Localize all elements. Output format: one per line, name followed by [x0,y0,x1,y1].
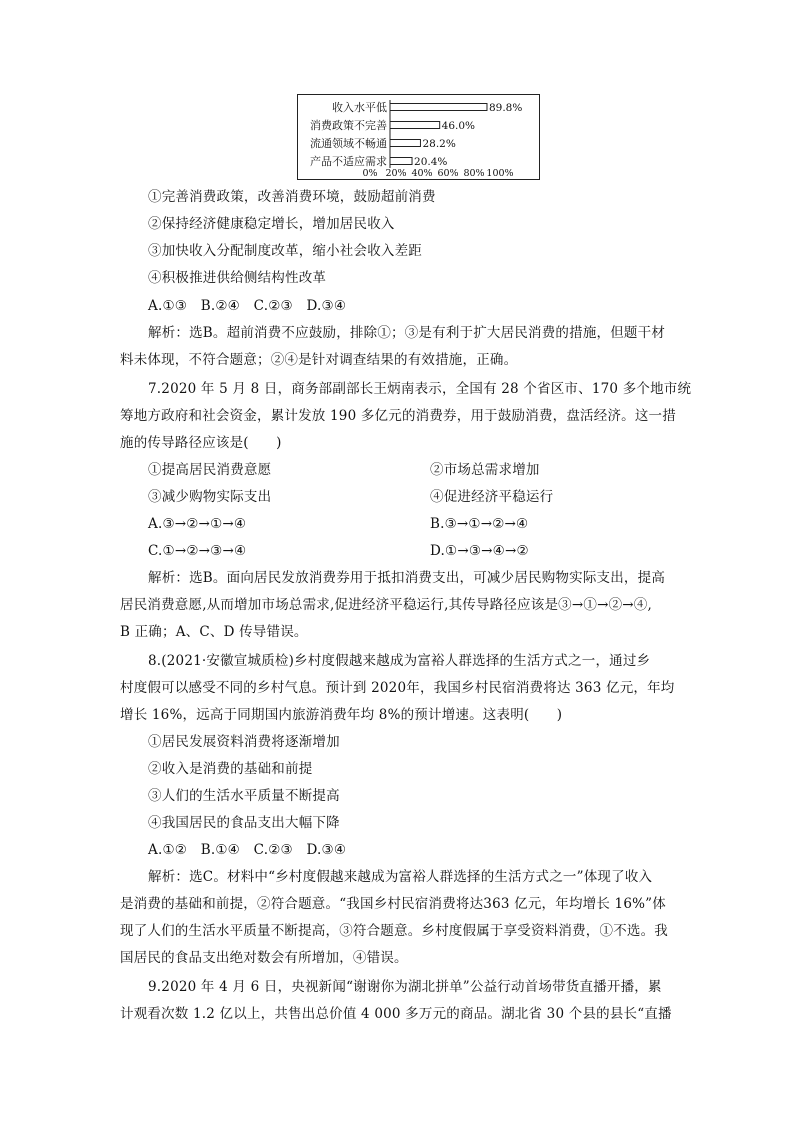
survey-bar-chart [297,94,540,180]
q7-item-3: ③减少购物实际支出 [148,489,272,505]
q9-stem-line-1: 9.2020 年 4 月 6 日，央视新闻“谢谢你为湖北拼单”公益行动首场带货直播开播，累 [148,979,662,995]
q7-analysis-line-2: 居民消费意愿,从而增加市场总需求,促进经济平稳运行,其传导路径应该是③→①→②→④, [120,597,652,613]
chart-value-label: 28.2% [422,138,456,150]
q7-choice-d: D.①→③→④→② [430,543,529,559]
q7-analysis-line-3: B 正确；A、C、D 传导错误。 [120,624,308,640]
chart-value-label: 20.4% [414,156,448,168]
chart-x-tick-label: 80% [463,168,485,179]
q8-analysis-line-2: 是消费的基础和前提，②符合题意。“我国乡村民宿消费将达363 亿元，年均增长 16%”体 [120,896,666,912]
chart-bar [390,104,487,111]
q6-option-1: ①完善消费政策，改善消费环境，鼓励超前消费 [148,189,436,205]
chart-x-tick-label: 20% [385,168,407,179]
q6-option-2: ②保持经济健康稳定增长，增加居民收入 [148,216,395,232]
q7-item-4: ④促进经济平稳运行 [430,489,554,505]
chart-x-tick-label: 100% [486,168,514,179]
q6-option-4: ④积极推进供给侧结构性改革 [148,270,327,286]
q8-choices: A.①② B.①④ C.②③ D.③④ [148,842,347,858]
q6-option-3: ③加快收入分配制度改革，缩小社会收入差距 [148,243,422,259]
q8-analysis-line-3: 现了人们的生活水平质量不断提高，③符合题意。乡村度假属于享受资料消费，①不选。我 [120,923,668,939]
chart-canvas [298,95,539,179]
q8-option-1: ①居民发展资料消费将逐渐增加 [148,734,340,750]
q7-stem-line-2: 筹地方政府和社会资金，累计发放 190 多亿元的消费券，用于鼓励消费，盘活经济。这一措 [120,408,676,424]
q8-option-4: ④我国居民的食品支出大幅下降 [148,815,340,831]
chart-x-tick-label: 60% [437,168,459,179]
q6-analysis-line-1: 解析：选B。超前消费不应鼓励，排除①；③是有利于扩大居民消费的措施，但题干材 [148,325,666,341]
q6-choices: A.①③ B.②④ C.②③ D.③④ [148,298,347,314]
chart-category-label: 流通领域不畅通 [310,137,387,150]
chart-bar [390,158,412,165]
chart-bar [390,122,440,129]
chart-category-label: 消费政策不完善 [310,119,387,132]
chart-value-label: 89.8% [488,102,523,114]
q8-analysis-line-1: 解析：选C。材料中“乡村度假越来越成为富裕人群选择的生活方式之一”体现了收入 [148,869,653,885]
q7-choice-c: C.①→②→③→④ [148,543,247,559]
q8-stem-line-2: 村度假可以感受不同的乡村气息。预计到 2020年，我国乡村民宿消费将达 363 亿元，年均 [120,680,675,696]
chart-category-label: 产品不适应需求 [310,155,387,168]
q8-option-3: ③人们的生活水平质量不断提高 [148,788,340,804]
q7-analysis-line-1: 解析：选B。面向居民发放消费券用于抵扣消费支出，可减少居民购物实际支出，提高 [148,570,666,586]
q8-analysis-line-4: 国居民的食品支出绝对数会有所增加，④错误。 [120,950,408,966]
chart-value-label: 46.0% [441,120,476,132]
q7-item-1: ①提高居民消费意愿 [148,462,272,478]
q8-stem-line-1: 8.(2021·安徽宣城质检)乡村度假越来越成为富裕人群选择的生活方式之一，通过乡 [148,653,651,669]
q7-stem-line-3: 施的传导路径应该是( ) [120,435,282,451]
q7-choice-a: A.③→②→①→④ [148,516,247,532]
q7-choice-b: B.③→①→②→④ [430,516,529,532]
chart-category-label: 收入水平低 [332,101,387,114]
q8-stem-line-3: 增长 16%，远高于同期国内旅游消费年均 8%的预计增速。这表明( ) [120,707,563,723]
chart-bar [390,140,420,147]
chart-x-tick-label: 40% [411,168,433,179]
q7-stem-line-1: 7.2020 年 5 月 8 日，商务部副部长王炳南表示，全国有 28 个省区市、170 多个地市统 [148,381,692,397]
q7-item-2: ②市场总需求增加 [430,462,540,478]
q8-option-2: ②收入是消费的基础和前提 [148,761,313,777]
q6-analysis-line-2: 料未体现，不符合题意；②④是针对调查结果的有效措施，正确。 [120,352,518,368]
q9-stem-line-2: 计观看次数 1.2 亿以上，共售出总价值 4 000 多万元的商品。湖北省 30 个县的县长“直播 [120,1006,672,1022]
chart-x-tick-label: 0% [362,168,378,179]
